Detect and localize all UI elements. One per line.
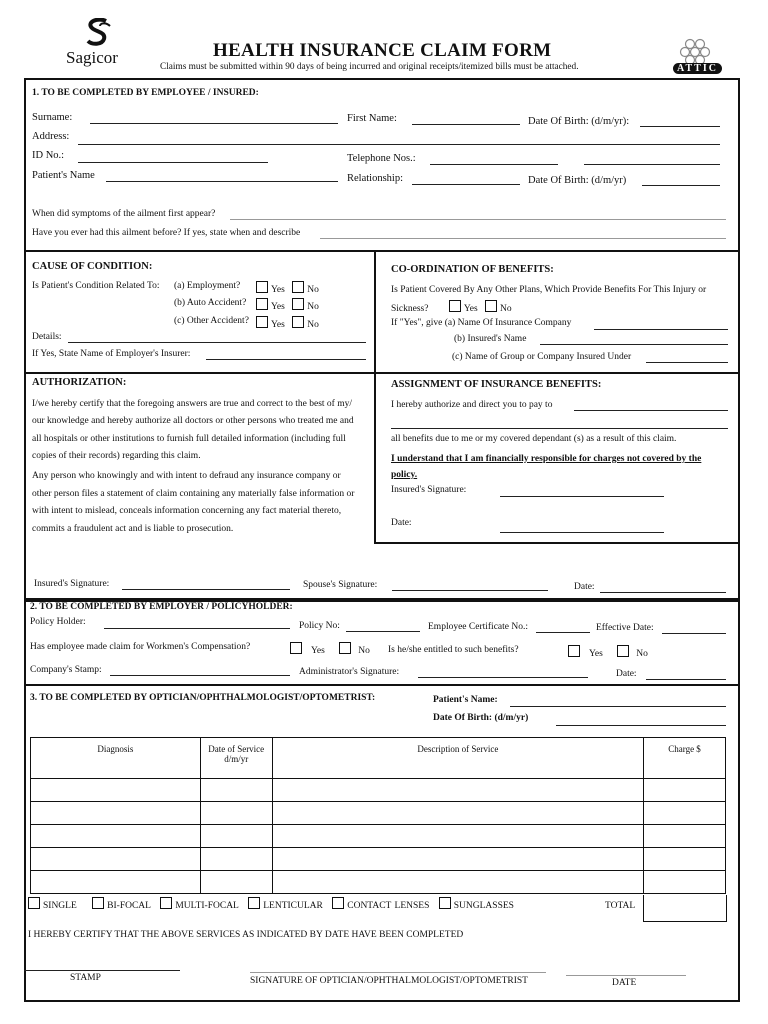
date-label: DATE [612,978,637,988]
multifocal-label: MULTI-FOCAL [175,901,239,911]
employment-label: (a) Employment? [174,281,241,291]
payee-input-2[interactable] [391,428,728,429]
other-options [256,316,319,330]
dob-label: Date Of Birth: (d/m/yr): [528,116,630,127]
insured-name-label: (b) Insured's Name [454,334,527,344]
symptoms-label: When did symptoms of the ailment first appear? [32,209,216,219]
assignment-benefits: all benefits due to me or my covered dependant (s) as a result of this claim. [391,434,677,444]
id-no-label: ID No.: [32,150,65,161]
fraud-line: other person files a statement of claim containing any materially false information or [32,488,355,499]
table-cell[interactable] [200,802,272,825]
stamp-label: STAMP [70,973,101,983]
coordination-sickness [391,300,512,314]
company-stamp-label: Company's Stamp: [30,665,102,675]
symptoms-input[interactable] [230,219,726,220]
multifocal-checkbox[interactable] [160,897,172,909]
fraud-line: Any person who knowingly and with intent to defraud any insurance company or [32,471,341,481]
table-cell[interactable] [31,802,201,825]
table-cell[interactable] [644,871,726,894]
cert-no-label: Employee Certificate No.: [428,622,528,632]
date-line[interactable] [566,975,686,976]
patient-name-label: Patient's Name [32,170,95,181]
address-input[interactable] [78,144,720,145]
fraud-text [32,468,354,538]
surname-label: Surname: [32,112,73,123]
entitled-label: Is he/she entitled to such benefits? [388,645,519,655]
signature-line[interactable] [250,972,546,973]
authorization-line: copies of their records) regarding this claim. [32,450,201,461]
table-row [31,848,726,871]
workmen-label: Has employee made claim for Workmen's Compensation? [30,642,251,652]
table-cell[interactable] [644,848,726,871]
other-no-checkbox[interactable] [292,316,304,328]
section2-heading: 2. TO BE COMPLETED BY EMPLOYER / POLICYHOLDER: [30,602,293,612]
yes-label: Yes [311,646,325,656]
spouse-signature-label: Spouse's Signature: [303,580,378,590]
table-cell[interactable] [644,779,726,802]
authorization-line: I/we hereby certify that the foregoing answers are true and correct to the best of my/ [32,399,352,409]
section1-heading: 1. TO BE COMPLETED BY EMPLOYEE / INSURED: [32,88,259,98]
first-name-label: First Name: [347,113,397,124]
yes-label: Yes [271,320,285,330]
section3-patient-name-input[interactable] [510,706,726,707]
section3-heading: 3. TO BE COMPLETED BY OPTICIAN/OPHTHALMOLOGIST/OPTOMETRIST: [30,693,376,703]
sunglasses-checkbox[interactable] [439,897,451,909]
total-label: TOTAL [605,901,636,911]
assignment-date-label: Date: [391,518,412,528]
dob2-input[interactable] [642,185,720,186]
workmen-options [290,642,370,656]
insurance-company-label: If "Yes", give (a) Name Of Insurance Company [391,318,572,328]
spouse-signature-input[interactable] [392,590,548,591]
form-title: HEALTH INSURANCE CLAIM FORM [213,40,552,61]
signature-label: SIGNATURE OF OPTICIAN/OPHTHALMOLOGIST/OPTOMETRIST [250,976,528,986]
first-name-input[interactable] [412,124,520,125]
employment-options [256,281,319,295]
insured-signature-label: Insured's Signature: [34,579,110,589]
group-name-input[interactable] [646,362,728,363]
policy-holder-input[interactable] [104,628,290,629]
divider [374,542,738,544]
admin-signature-input[interactable] [418,677,588,678]
attic-logo [668,38,724,76]
table-row [31,779,726,802]
table-cell[interactable] [644,825,726,848]
dob-input[interactable] [640,126,720,127]
no-label: No [307,302,319,312]
auto-label: (b) Auto Accident? [174,298,247,308]
other-yes-checkbox[interactable] [256,316,268,328]
fraud-line: commits a fraudulent act and is liable to prosecution. [32,523,234,534]
patient-name-input[interactable] [106,181,338,182]
cause-heading: CAUSE OF CONDITION: [32,261,153,272]
table-row [31,871,726,894]
date-format-label: d/m/yr [224,754,249,764]
coordination-no-checkbox[interactable] [485,300,497,312]
authorization-line: our knowledge and hereby authorize all doctors or other persons who treated me and [32,416,354,427]
contact-lenses-checkbox[interactable] [332,897,344,909]
fraud-line: with intent to mislead, conceals information concerning any fact material thereto, [32,506,342,516]
lenticular-checkbox[interactable] [248,897,260,909]
sickness-label: Sickness? [391,304,429,314]
section3-patient-name-label: Patient's Name: [433,695,498,705]
table-cell[interactable] [31,848,201,871]
employment-yes-checkbox[interactable] [256,281,268,293]
insured-signature-input[interactable] [122,589,290,590]
sunglasses-label: SUNGLASSES [453,901,514,911]
signatures-date-label: Date: [574,582,595,592]
coordination-question: Is Patient Covered By Any Other Plans, Which Provide Benefits For This Injury or [391,285,707,295]
details-label: Details: [32,332,62,342]
authorization-text [32,396,354,465]
coordination-yes-checkbox[interactable] [449,300,461,312]
dob2-label: Date Of Birth: (d/m/yr) [528,175,627,186]
telephone-input-1[interactable] [430,164,558,165]
yes-label: Yes [271,302,285,312]
entitled-yes-checkbox[interactable] [568,645,580,657]
relationship-label: Relationship: [347,173,403,184]
lenticular-label: LENTICULAR [263,901,323,911]
assignment-authorize: I hereby authorize and direct you to pay to [391,400,553,410]
date-of-service-label: Date of Service [208,744,265,754]
no-label: No [500,304,512,314]
partner-logo-text: ATTIC [673,63,722,74]
table-cell[interactable] [31,871,201,894]
diagnosis-header: Diagnosis [31,738,201,779]
sagicor-logo [66,18,136,68]
description-header: Description of Service [272,738,643,779]
policy-holder-label: Policy Holder: [30,617,86,627]
lens-options [28,897,514,911]
admin-signature-label: Administrator's Signature: [299,667,400,677]
insurance-company-input[interactable] [594,329,728,330]
cert-no-input[interactable] [536,632,590,633]
certify-text: I HEREBY CERTIFY THAT THE ABOVE SERVICES AS INDICATED BY DATE HAVE BEEN COMPLETED [28,930,464,940]
no-label: No [636,649,648,659]
entitled-no-checkbox[interactable] [617,645,629,657]
bifocal-label: BI-FOCAL [107,901,151,911]
no-label: No [307,285,319,295]
address-label: Address: [32,131,70,142]
employment-no-checkbox[interactable] [292,281,304,293]
employer-insurer-input[interactable] [206,359,366,360]
table-cell[interactable] [200,848,272,871]
bifocal-checkbox[interactable] [92,897,104,909]
divider [374,250,376,543]
assignment-insured-sig-label: Insured's Signature: [391,485,467,495]
employer-insurer-label: If Yes, State Name of Employer's Insurer: [32,349,191,359]
yes-label: Yes [271,285,285,295]
form-subtitle: Claims must be submitted within 90 days of being incurred and original receipts/itemized bills must be attached. [160,62,579,72]
effective-date-input[interactable] [662,633,726,634]
table-row [31,825,726,848]
table-cell[interactable] [31,825,201,848]
table-cell[interactable] [31,779,201,802]
sagicor-s-icon [80,18,120,50]
surname-input[interactable] [90,123,338,124]
auto-yes-checkbox[interactable] [256,298,268,310]
divider [24,250,738,252]
entitled-options [568,645,648,659]
brand-name: Sagicor [66,48,118,67]
services-table [30,737,726,894]
section2-date-input[interactable] [646,679,726,680]
table-header-row [31,738,726,779]
yes-label: Yes [463,304,478,314]
had-before-input[interactable] [320,238,726,239]
effective-date-label: Effective Date: [596,623,654,633]
id-no-input[interactable] [78,162,268,163]
single-checkbox[interactable] [28,897,40,909]
company-stamp-input[interactable] [110,675,290,676]
auto-options [256,298,319,312]
cause-related-label: Is Patient's Condition Related To: [32,281,160,291]
authorization-line: all hospitals or other institutions to furnish full detailed information (including full [32,433,346,444]
contact-lenses-label: CONTACT LENSES [347,901,430,911]
table-row [31,802,726,825]
understand-line: policy. [391,470,418,480]
assignment-insured-sig-input[interactable] [500,496,664,497]
table-cell[interactable] [272,825,643,848]
policy-no-label: Policy No: [299,621,340,631]
table-cell[interactable] [272,871,643,894]
details-input[interactable] [68,342,366,343]
table-cell[interactable] [272,779,643,802]
telephone-input-2[interactable] [584,164,720,165]
signatures-date-input[interactable] [600,592,726,593]
telephone-label: Telephone Nos.: [347,153,416,164]
understand-line: I understand that I am financially responsible for charges not covered by the [391,454,702,464]
other-label: (c) Other Accident? [174,316,249,326]
section2-date-label: Date: [616,669,637,679]
assignment-date-input[interactable] [500,532,664,533]
coordination-heading: CO-ORDINATION OF BENEFITS: [391,264,554,275]
insured-name-input[interactable] [540,344,728,345]
table-cell[interactable] [272,802,643,825]
payee-input-1[interactable] [574,410,728,411]
table-cell[interactable] [200,825,272,848]
stamp-line[interactable] [24,970,180,971]
section3-dob-input[interactable] [556,725,726,726]
workmen-yes-checkbox[interactable] [290,642,302,654]
had-before-label: Have you ever had this ailment before? If yes, state when and describe [32,228,301,238]
table-cell[interactable] [200,779,272,802]
auto-no-checkbox[interactable] [292,298,304,310]
hexagon-cluster-icon [668,38,724,64]
relationship-input[interactable] [412,184,520,185]
section3-dob-label: Date Of Birth: (d/m/yr) [433,713,529,723]
assignment-understand [391,451,701,483]
table-cell[interactable] [644,802,726,825]
authorization-heading: AUTHORIZATION: [32,377,127,388]
table-cell[interactable] [272,848,643,871]
no-label: No [358,646,370,656]
charge-header: Charge $ [644,738,726,779]
table-cell[interactable] [200,871,272,894]
group-name-label: (c) Name of Group or Company Insured Under [452,352,632,362]
single-label: SINGLE [43,901,77,911]
workmen-no-checkbox[interactable] [339,642,351,654]
policy-no-input[interactable] [346,631,420,632]
date-of-service-header [200,738,272,779]
total-box[interactable] [643,895,727,922]
divider [24,372,738,374]
no-label: No [307,320,319,330]
yes-label: Yes [589,649,603,659]
assignment-heading: ASSIGNMENT OF INSURANCE BENEFITS: [391,379,602,390]
